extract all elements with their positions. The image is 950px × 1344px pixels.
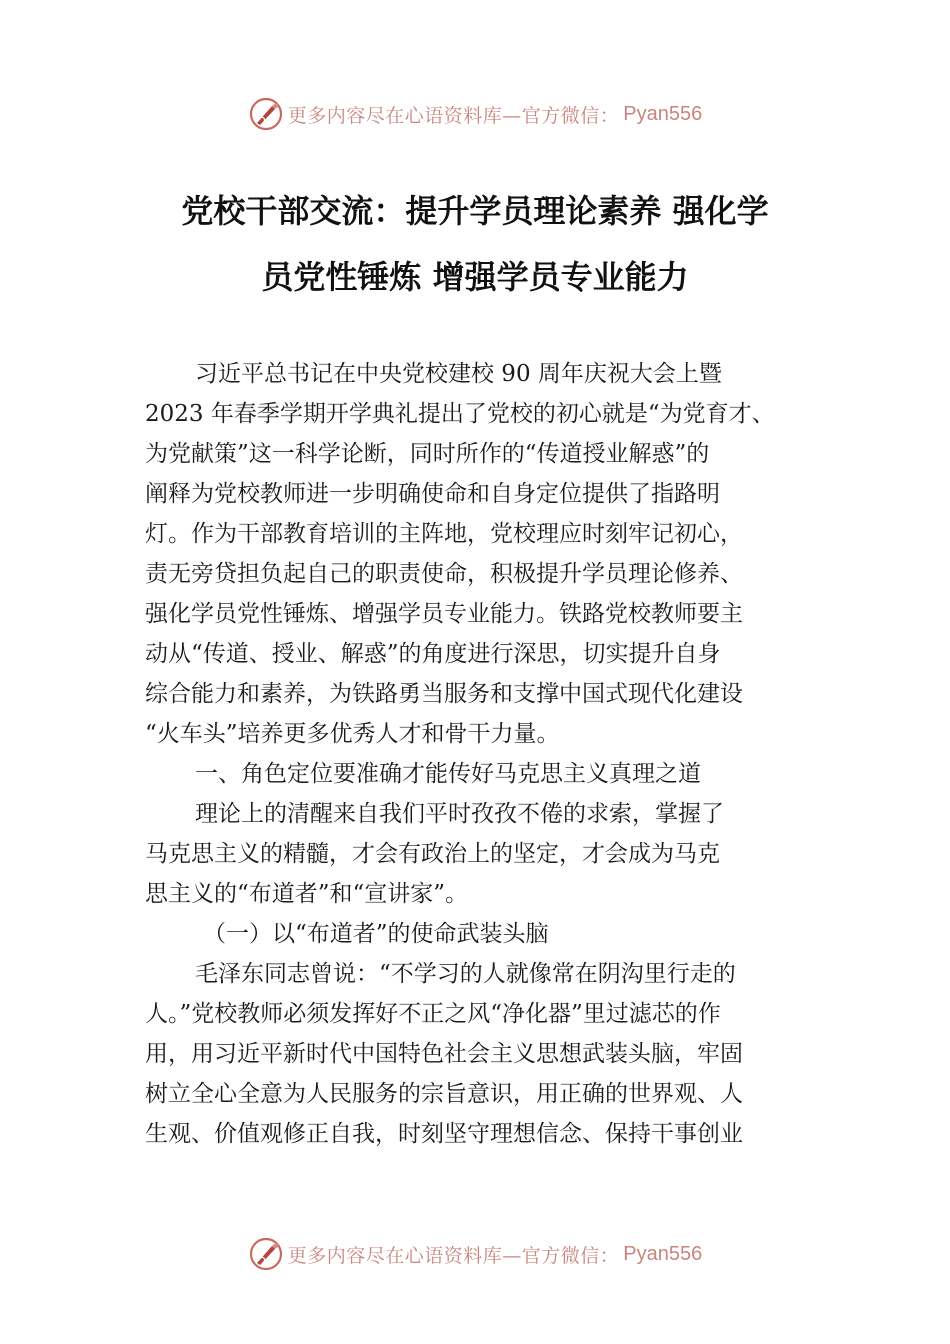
body-line: 人。”党校教师必须发挥好不正之风“净化器”里过滤芯的作: [145, 1001, 721, 1027]
document-title: [140, 178, 810, 310]
body-line: 思主义的“布道者”和“宣讲家”。: [145, 881, 469, 907]
body-line: 生观、价值观修正自我，时刻坚守理想信念、保持干事创业: [145, 1121, 743, 1147]
body-line: 为党献策”这一科学论断，同时所作的“传道授业解惑”的: [145, 441, 710, 467]
body-line: 马克思主义的精髓，才会有政治上的坚定，才会成为马克: [145, 841, 720, 867]
watermark-text: 更多内容尽在心语资料库—官方微信：: [287, 1244, 620, 1267]
body-line: 树立全心全意为人民服务的宗旨意识，用正确的世界观、人: [145, 1081, 743, 1107]
body-line: 2023 年春季学期开学典礼提出了党校的初心就是“为党育才、: [145, 401, 775, 427]
watermark-header: [0, 92, 950, 136]
title-line-2: 员党性锤炼 增强学员专业能力: [261, 258, 689, 296]
watermark-id: Pyan556: [623, 1242, 703, 1265]
body-line: 用，用习近平新时代中国特色社会主义思想武装头脑，牢固: [145, 1041, 743, 1067]
watermark-id: Pyan556: [623, 102, 703, 125]
section-heading: 一、角色定位要准确才能传好马克思主义真理之道: [195, 761, 701, 787]
body-line: 灯。作为干部教育培训的主阵地，党校理应时刻牢记初心，: [145, 521, 743, 547]
watermark-text: 更多内容尽在心语资料库—官方微信：: [287, 104, 620, 127]
body-line: 阐释为党校教师进一步明确使命和自身定位提供了指路明: [145, 481, 720, 507]
quill-logo-icon: [248, 1236, 284, 1272]
body-line: 综合能力和素养，为铁路勇当服务和支撑中国式现代化建设: [145, 681, 743, 707]
body-line: 理论上的清醒来自我们平时孜孜不倦的求索，掌握了: [195, 801, 724, 827]
body-line: 动从“传道、授业、解惑”的角度进行深思，切实提升自身: [145, 641, 721, 667]
quill-logo-icon: [248, 96, 284, 132]
title-line-1: 党校干部交流：提升学员理论素养 强化学: [181, 192, 769, 230]
watermark-footer: [0, 1232, 950, 1276]
body-line: 责无旁贷担负起自己的职责使命，积极提升学员理论修养、: [145, 561, 743, 587]
subsection-heading: （一）以“布道者”的使命武装头脑: [203, 921, 549, 947]
body-line: 习近平总书记在中央党校建校 90 周年庆祝大会上暨: [195, 361, 722, 387]
body-line: 毛泽东同志曾说：“不学习的人就像常在阴沟里行走的: [195, 961, 736, 987]
document-body: [145, 354, 810, 1154]
body-line: 强化学员党性锤炼、增强学员专业能力。铁路党校教师要主: [145, 601, 743, 627]
body-line: “火车头”培养更多优秀人才和骨干力量。: [145, 721, 560, 747]
